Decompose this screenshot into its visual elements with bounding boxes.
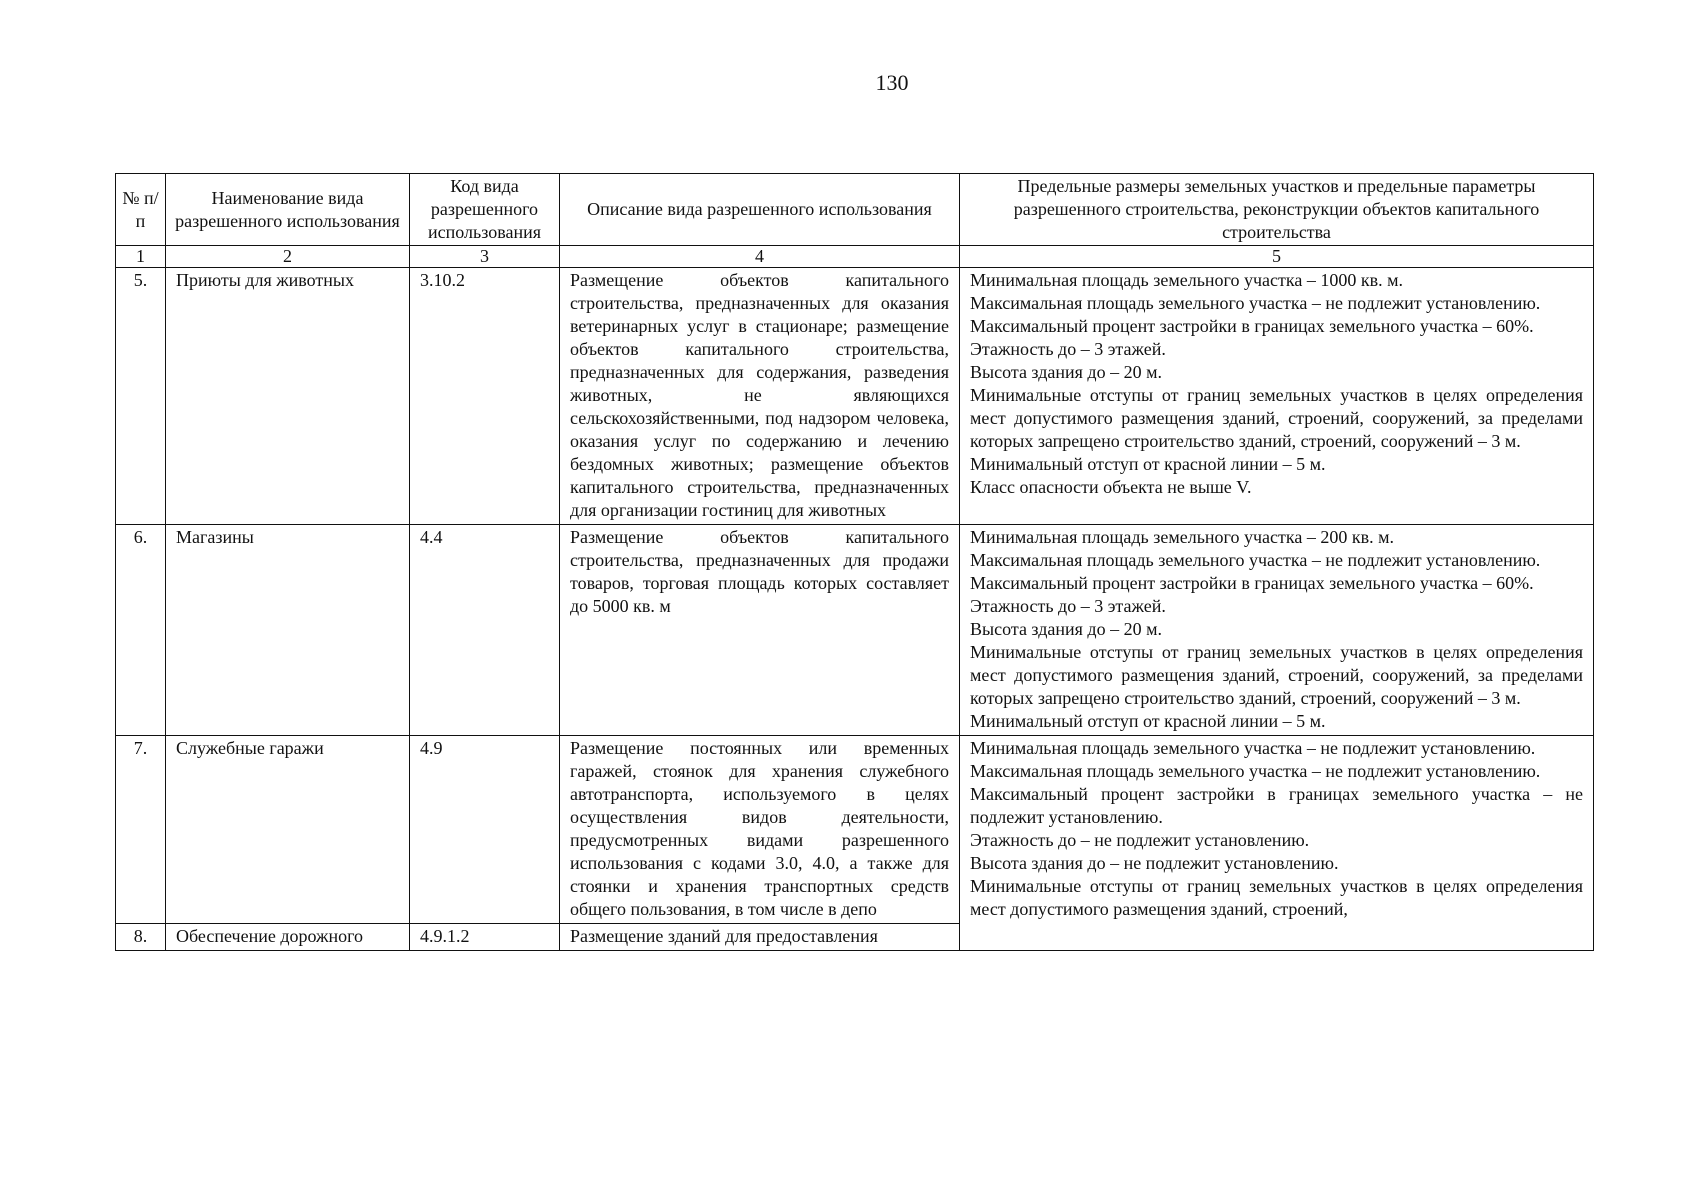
use-type-name: Приюты для животных bbox=[166, 268, 410, 525]
use-type-code: 3.10.2 bbox=[410, 268, 560, 525]
table-row bbox=[116, 736, 1594, 924]
parameter-line: Высота здания до – 20 м. bbox=[970, 619, 1162, 639]
column-index: 2 bbox=[166, 246, 410, 268]
parameter-line: Этажность до – не подлежит установлению. bbox=[970, 830, 1310, 850]
column-index: 1 bbox=[116, 246, 166, 268]
parameter-line: Класс опасности объекта не выше V. bbox=[970, 477, 1252, 497]
table-row bbox=[116, 268, 1594, 525]
parameter-line: Минимальные отступы от границ земельных участков в целях определения мест допустимого размещения зданий, строений, сооружений, за пределами которых запрещено строительство зданий, строений, сооружений – 3 м. bbox=[970, 385, 1583, 451]
table-header-row bbox=[116, 174, 1594, 246]
parameter-line: Минимальные отступы от границ земельных участков в целях определения мест допустимого размещения зданий, строений, bbox=[970, 876, 1583, 919]
parameter-line: Максимальный процент застройки в границах земельного участка – 60%. bbox=[970, 316, 1534, 336]
use-type-code: 4.9.1.2 bbox=[410, 924, 560, 951]
column-index: 3 bbox=[410, 246, 560, 268]
row-number: 7. bbox=[116, 736, 166, 924]
use-type-description: Размещение зданий для предоставления bbox=[560, 924, 960, 951]
parameter-line: Этажность до – 3 этажей. bbox=[970, 596, 1166, 616]
parameter-line: Высота здания до – не подлежит установлению. bbox=[970, 853, 1339, 873]
column-index: 5 bbox=[960, 246, 1594, 268]
column-index-row bbox=[116, 246, 1594, 268]
use-type-description: Размещение объектов капитального строительства, предназначенных для оказания ветеринарных услуг в стационаре; размещение объектов капитального строительства, предназначенных для содержания, разведения животных, не являющихся сельскохозяйственными, под надзором человека, оказания услуг по содержанию и лечению бездомных животных; размещение объектов капитального строительства, предназначенных для организации гостиниц для животных bbox=[560, 268, 960, 525]
use-type-description: Размещение объектов капитального строительства, предназначенных для продажи товаров, торговая площадь которых составляет до 5000 кв. м bbox=[560, 525, 960, 736]
row-number: 5. bbox=[116, 268, 166, 525]
header-num: № п/п bbox=[116, 174, 166, 246]
parameter-line: Высота здания до – 20 м. bbox=[970, 362, 1162, 382]
parameter-line: Минимальные отступы от границ земельных участков в целях определения мест допустимого размещения зданий, строений, сооружений, за пределами которых запрещено строительство зданий, строений, сооружений – 3 м. bbox=[970, 642, 1583, 708]
table-row bbox=[116, 525, 1594, 736]
column-index: 4 bbox=[560, 246, 960, 268]
parameter-line: Минимальная площадь земельного участка – 1000 кв. м. bbox=[970, 270, 1403, 290]
use-type-description: Размещение постоянных или временных гаражей, стоянок для хранения служебного автотранспорта, используемого в целях осуществления видов деятельности, предусмотренных видами разрешенного использования с кодами 3.0, 4.0, а также для стоянки и хранения транспортных средств общего пользования, в том числе в депо bbox=[560, 736, 960, 924]
header-name: Наименование вида разрешенного использования bbox=[166, 174, 410, 246]
row-number: 6. bbox=[116, 525, 166, 736]
parameter-line: Минимальный отступ от красной линии – 5 м. bbox=[970, 711, 1326, 731]
row-number: 8. bbox=[116, 924, 166, 951]
parameters-cell bbox=[960, 525, 1594, 736]
parameter-line: Минимальный отступ от красной линии – 5 м. bbox=[970, 454, 1326, 474]
parameter-line: Максимальная площадь земельного участка – не подлежит установлению. bbox=[970, 550, 1541, 570]
use-type-code: 4.4 bbox=[410, 525, 560, 736]
parameters-cell bbox=[960, 736, 1594, 951]
header-params: Предельные размеры земельных участков и предельные параметры разрешенного строительства, реконструкции объектов капитального строительства bbox=[960, 174, 1594, 246]
use-type-code: 4.9 bbox=[410, 736, 560, 924]
parameter-line: Минимальная площадь земельного участка – 200 кв. м. bbox=[970, 527, 1394, 547]
use-type-name: Обеспечение дорожного bbox=[166, 924, 410, 951]
parameter-line: Минимальная площадь земельного участка – не подлежит установлению. bbox=[970, 738, 1536, 758]
use-type-name: Служебные гаражи bbox=[166, 736, 410, 924]
parameter-line: Максимальная площадь земельного участка – не подлежит установлению. bbox=[970, 293, 1541, 313]
parameter-line: Максимальный процент застройки в границах земельного участка – 60%. bbox=[970, 573, 1534, 593]
header-desc: Описание вида разрешенного использования bbox=[560, 174, 960, 246]
zoning-table bbox=[115, 173, 1594, 951]
parameter-line: Максимальный процент застройки в границах земельного участка – не подлежит установлению. bbox=[970, 784, 1583, 827]
parameter-line: Этажность до – 3 этажей. bbox=[970, 339, 1166, 359]
page-number: 130 bbox=[875, 70, 909, 95]
parameter-line: Максимальная площадь земельного участка – не подлежит установлению. bbox=[970, 761, 1541, 781]
use-type-name: Магазины bbox=[166, 525, 410, 736]
parameters-cell bbox=[960, 268, 1594, 525]
header-code: Код вида разрешенного использования bbox=[410, 174, 560, 246]
